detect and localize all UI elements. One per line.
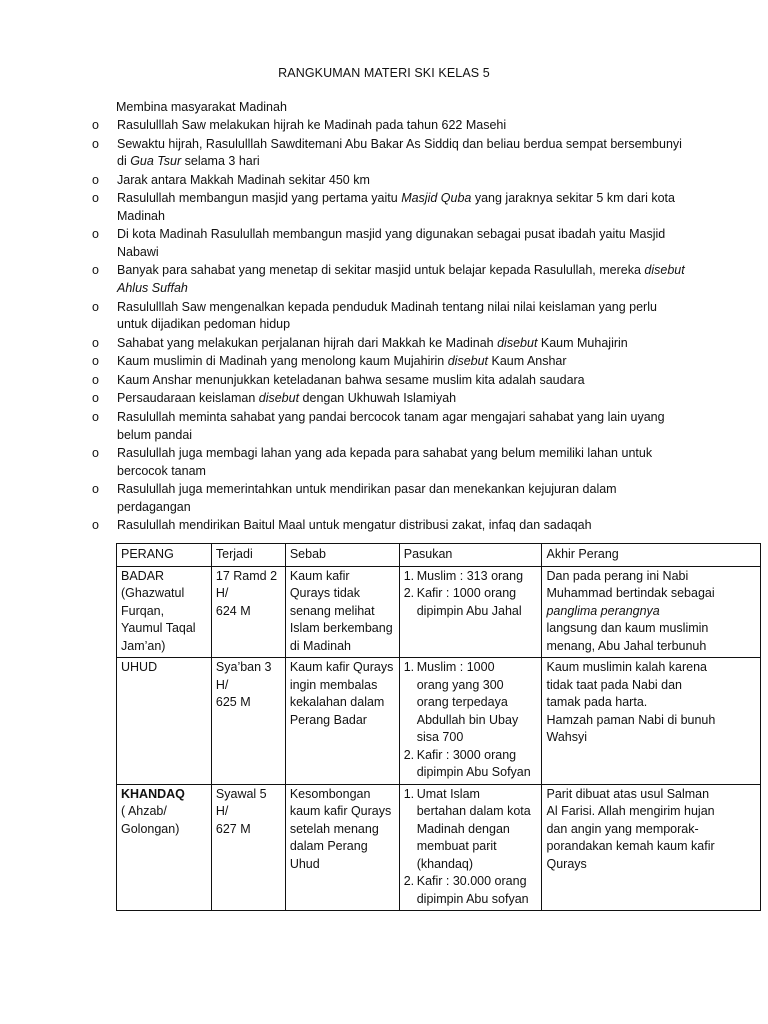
cell-line: kaum kafir Qurays (289, 804, 392, 818)
pasukan-list (404, 659, 538, 782)
cell-terjadi (211, 566, 285, 658)
cell-line: Furqan, (121, 603, 165, 618)
bullet-marker: o (92, 482, 99, 497)
cell-line: bertahan dalam kota (416, 804, 531, 818)
cell-line: menang, Abu Jahal terbunuh (546, 638, 707, 653)
cell-line: Sya’ban 3 (215, 660, 272, 674)
table-row (117, 784, 761, 911)
bullet-marker: o (92, 136, 99, 151)
list-item-text: Rasululllah Saw mengenalkan kepada penduduk Madinah tentang nilai nilai keislaman yang perlu (117, 299, 657, 314)
cell-line: Uhud (289, 856, 320, 871)
bullet-marker: o (92, 299, 99, 314)
list-item (92, 445, 712, 480)
cell-pasukan (399, 566, 542, 658)
cell-line: 17 Ramd 2 (215, 568, 278, 583)
cell-line: 624 M (215, 603, 251, 618)
cell-pasukan (399, 784, 542, 911)
cell-line: ingin membalas (289, 677, 378, 692)
cell-line: di Madinah (289, 638, 351, 653)
pasukan-item (404, 786, 538, 874)
item-number: 1. (403, 660, 415, 674)
cell-line: Golongan) (121, 821, 180, 836)
cell-line: kekalahan dalam (289, 695, 385, 709)
column-header-terjadi: Terjadi (211, 544, 285, 567)
pasukan-list (404, 786, 538, 909)
cell-line: 627 M (215, 821, 251, 836)
cell-pasukan (399, 658, 542, 785)
cell-line: Al Farisi. Allah mengirim hujan (546, 804, 715, 818)
column-header-akhir-perang: Akhir Perang (542, 544, 761, 567)
cell-line: setelah menang (289, 821, 379, 836)
cell-line: Muslim : 1000 (416, 660, 495, 674)
list-item-text: Rasulullah mendirikan Baitul Maal untuk mengatur distribusi zakat, infaq dan sadaqah (117, 518, 592, 533)
cell-line: UHUD (121, 660, 158, 674)
table-row (117, 658, 761, 785)
cell-perang (117, 784, 212, 911)
cell-line: langsung dan kaum muslimin (546, 621, 709, 635)
cell-line: senang melihat (289, 603, 375, 618)
pasukan-item (404, 659, 538, 747)
list-item-text: di Gua Tsur selama 3 hari (117, 154, 260, 169)
cell-akhir-perang (542, 784, 761, 911)
list-item-text: Jarak antara Makkah Madinah sekitar 450 km (117, 172, 370, 187)
bullet-marker: o (92, 354, 99, 369)
cell-line: Yaumul Taqal (121, 621, 196, 635)
pasukan-item (404, 568, 538, 586)
cell-line: KHANDAQ (121, 786, 185, 801)
bullet-marker: o (92, 263, 99, 278)
list-item (92, 390, 712, 408)
list-item-text: Di kota Madinah Rasulullah membangun masjid yang digunakan sebagai pusat ibadah yaitu Masjid (117, 227, 666, 242)
cell-line: (khandaq) (416, 856, 474, 871)
column-header-sebab: Sebab (285, 544, 399, 567)
cell-line: Abdullah bin Ubay (416, 712, 519, 727)
bullet-marker: o (92, 518, 99, 533)
list-item (92, 517, 712, 535)
cell-line: ( Ahzab/ (121, 804, 167, 818)
cell-line: Muhammad bertindak sebagai (546, 586, 715, 600)
list-item-text: Kaum muslimin di Madinah yang menolong kaum Mujahirin disebut Kaum Anshar (117, 354, 567, 369)
list-item (92, 372, 712, 390)
battles-table (116, 543, 761, 911)
cell-line: tamak pada harta. (546, 695, 648, 709)
list-item-text: untuk dijadikan pedoman hidup (117, 317, 291, 332)
cell-line: Jam’an) (121, 638, 166, 653)
document-title: RANGKUMAN MATERI SKI KELAS 5 (278, 66, 490, 80)
column-header-perang: PERANG (117, 544, 212, 567)
cell-line: Muslim : 313 orang (416, 568, 524, 583)
pasukan-item (404, 873, 538, 908)
cell-line: dan angin yang memporak- (546, 821, 699, 836)
section-heading: Membina masyarakat Madinah (116, 100, 287, 114)
list-item (92, 299, 712, 334)
pasukan-item (404, 585, 538, 620)
pasukan-list (404, 568, 538, 621)
list-item-text: Rasulullah meminta sahabat yang pandai bercocok tanam agar mengajari sahabat yang lain uyang (117, 410, 665, 425)
cell-line: membuat parit (416, 839, 497, 853)
list-item (92, 136, 712, 171)
bullet-marker: o (92, 446, 99, 461)
cell-perang (117, 658, 212, 785)
cell-line: H/ (215, 677, 229, 692)
cell-line: orang terpedaya (416, 695, 508, 709)
cell-sebab (285, 658, 399, 785)
item-number: 2. (403, 747, 415, 762)
bullet-marker: o (92, 335, 99, 350)
cell-line: Umat Islam (416, 786, 480, 801)
cell-terjadi (211, 784, 285, 911)
list-item-text: Sahabat yang melakukan perjalanan hijrah dari Makkah ke Madinah disebut Kaum Muhajirin (117, 335, 628, 350)
cell-line: 625 M (215, 695, 251, 709)
cell-line: dalam Perang (289, 839, 368, 853)
cell-line: (Ghazwatul (121, 586, 185, 600)
cell-line: panglima perangnya (546, 603, 660, 618)
list-item-text: Ahlus Suffah (117, 280, 188, 295)
cell-line: Kafir : 1000 orang (416, 586, 517, 600)
cell-sebab (285, 784, 399, 911)
cell-line: H/ (215, 804, 229, 818)
cell-line: Wahsyi (546, 730, 587, 744)
list-item (92, 409, 712, 444)
cell-line: Perang Badar (289, 712, 367, 727)
list-item-text: Banyak para sahabat yang menetap di sekitar masjid untuk belajar kepada Rasulullah, mereka disebut (117, 263, 685, 278)
bullet-marker: o (92, 227, 99, 242)
cell-line: H/ (215, 586, 229, 600)
cell-perang (117, 566, 212, 658)
cell-line: sisa 700 (416, 730, 464, 744)
list-item (92, 190, 712, 225)
list-item (92, 226, 712, 261)
list-item-text: Madinah (117, 208, 165, 223)
cell-line: Kaum kafir Qurays (289, 660, 394, 674)
cell-sebab (285, 566, 399, 658)
bullet-marker: o (92, 118, 99, 132)
cell-line: BADAR (121, 568, 165, 583)
cell-line: Islam berkembang (289, 621, 393, 635)
list-item-text: Persaudaraan keislaman disebut dengan Ukhuwah Islamiyah (117, 391, 457, 406)
bullet-marker: o (92, 410, 99, 425)
cell-line: Kaum kafir (289, 568, 350, 583)
pasukan-item (404, 747, 538, 782)
cell-line: Parit dibuat atas usul Salman (546, 786, 710, 801)
list-item-text: Nabawi (117, 244, 159, 259)
list-item-text: perdagangan (117, 499, 191, 514)
list-item-text: Kaum Anshar menunjukkan keteladanan bahwa sesame muslim kita adalah saudara (117, 372, 585, 387)
bullet-marker: o (92, 191, 99, 206)
cell-line: porandakan kemah kaum kafir (546, 839, 715, 853)
list-item (92, 353, 712, 371)
list-item-text: Rasulullah membangun masjid yang pertama yaitu Masjid Quba yang jaraknya sekitar 5 km dari kota (117, 191, 675, 206)
list-item-text: Rasululllah Saw melakukan hijrah ke Madinah pada tahun 622 Masehi (117, 118, 507, 132)
column-header-pasukan: Pasukan (399, 544, 542, 567)
cell-line: tidak taat pada Nabi dan (546, 677, 683, 692)
cell-line: Dan pada perang ini Nabi (546, 568, 689, 583)
list-item-text: Sewaktu hijrah, Rasululllah Sawditemani Abu Bakar As Siddiq dan beliau berdua sempat bersembunyi (117, 136, 682, 151)
cell-line: dipimpin Abu Jahal (416, 603, 522, 618)
list-item (92, 481, 712, 516)
list-item (92, 117, 712, 135)
cell-line: Kafir : 30.000 orang (416, 874, 527, 888)
list-item-text: bercocok tanam (117, 463, 206, 478)
list-item-text: Rasulullah juga membagi lahan yang ada kepada para sahabat yang belum memiliki lahan untuk (117, 446, 653, 461)
cell-terjadi (211, 658, 285, 785)
cell-line: Qurays tidak (289, 586, 360, 600)
item-number: 2. (403, 874, 415, 888)
item-number: 1. (403, 568, 415, 583)
bullet-marker: o (92, 172, 99, 187)
cell-line: dipimpin Abu sofyan (416, 891, 529, 906)
item-number: 2. (403, 586, 415, 600)
cell-akhir-perang (542, 658, 761, 785)
cell-line: dipimpin Abu Sofyan (416, 765, 531, 779)
cell-line: Syawal 5 (215, 786, 267, 801)
list-item (92, 335, 712, 353)
list-item (92, 262, 712, 297)
bullet-marker: o (92, 372, 99, 387)
summary-list (92, 117, 712, 536)
table-header-row (117, 544, 761, 567)
cell-line: Kafir : 3000 orang (416, 747, 517, 762)
cell-line: Kaum muslimin kalah karena (546, 660, 707, 674)
list-item (92, 172, 712, 190)
list-item-text: Rasulullah juga memerintahkan untuk mendirikan pasar dan menekankan kejujuran dalam (117, 482, 617, 497)
cell-line: Kesombongan (289, 786, 371, 801)
cell-line: Qurays (546, 856, 587, 871)
list-item-text: belum pandai (117, 427, 193, 442)
cell-akhir-perang (542, 566, 761, 658)
table-row (117, 566, 761, 658)
item-number: 1. (403, 786, 415, 801)
cell-line: orang yang 300 (416, 677, 504, 692)
cell-line: Hamzah paman Nabi di bunuh (546, 712, 716, 727)
cell-line: Madinah dengan (416, 821, 510, 836)
bullet-marker: o (92, 391, 99, 406)
